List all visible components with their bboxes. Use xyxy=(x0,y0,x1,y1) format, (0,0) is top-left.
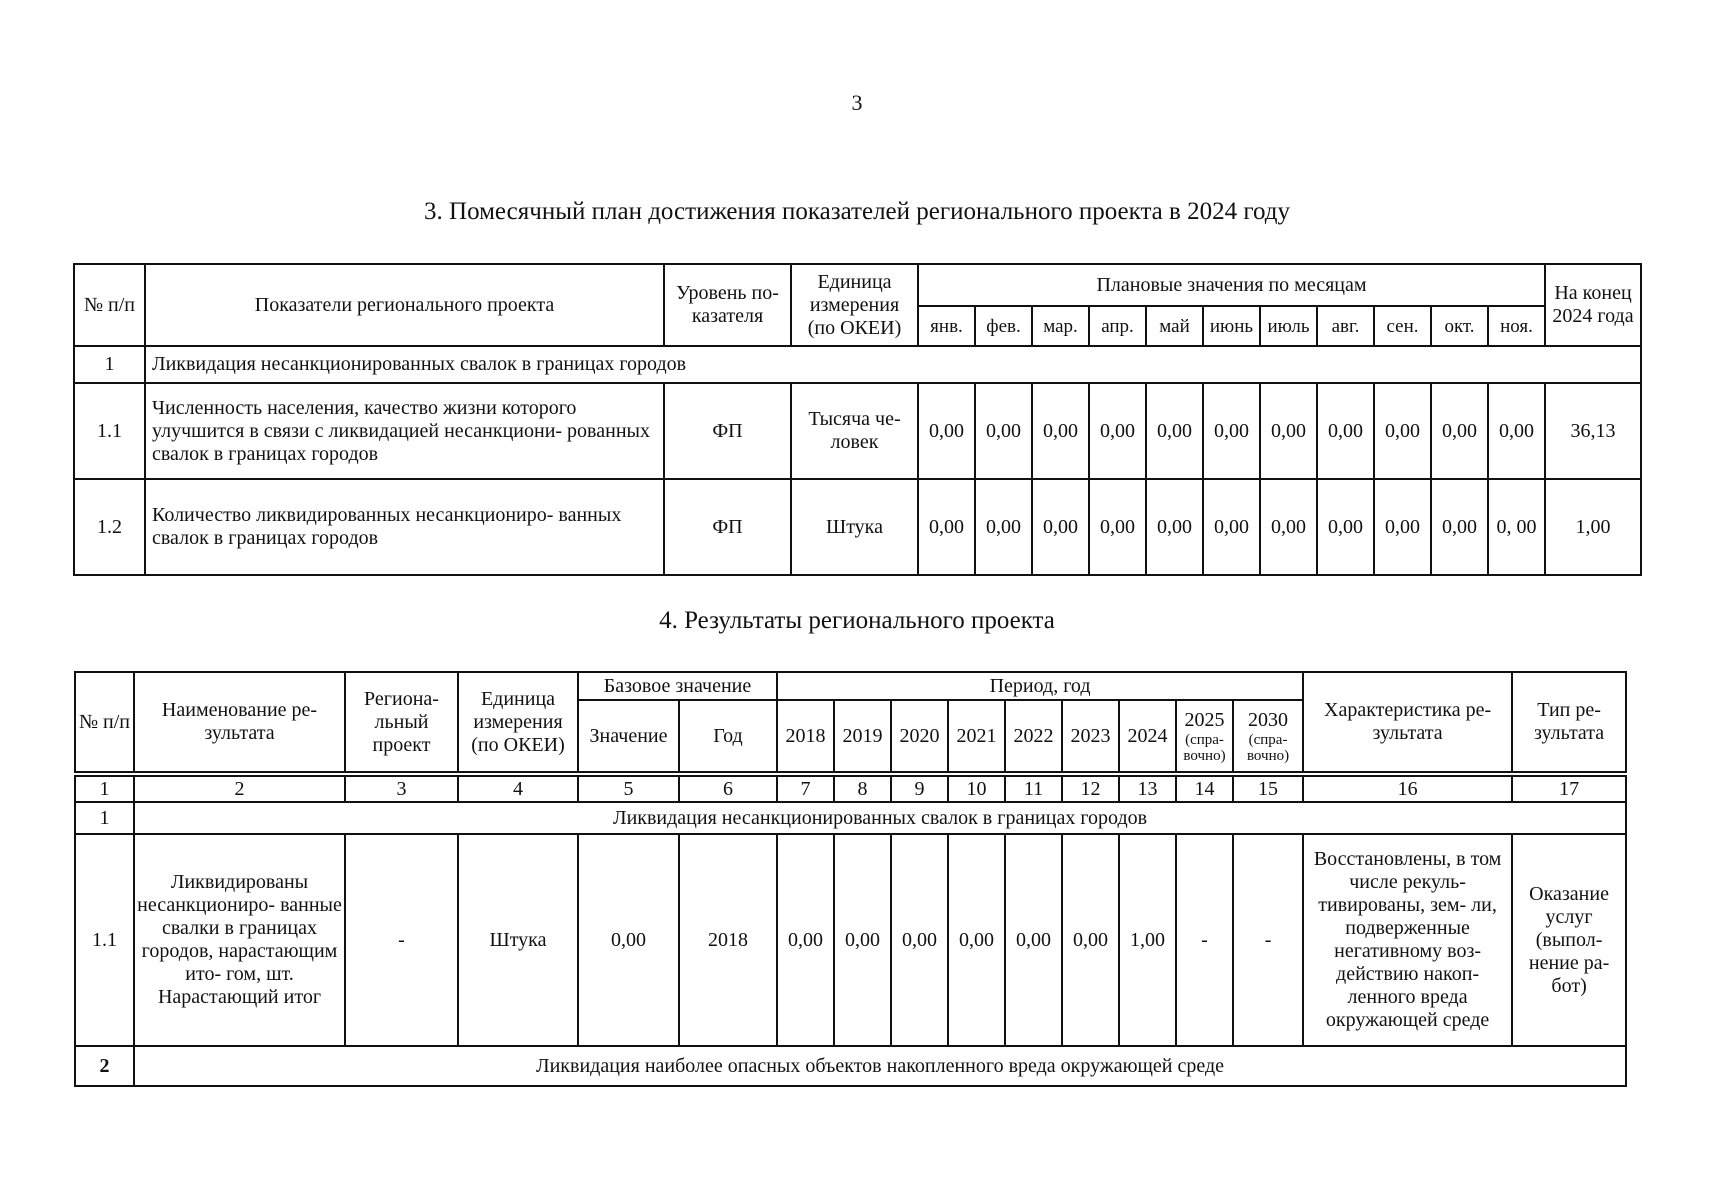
table4-title: 4. Результаты регионального проекта xyxy=(659,607,1055,634)
year-2030-note: (спра- вочно) xyxy=(1246,731,1290,764)
results-table xyxy=(74,671,1627,1087)
header-unit: Единица измерения (по ОКЕИ) xyxy=(458,672,578,772)
column-number: 15 xyxy=(1233,776,1303,802)
column-number: 2 xyxy=(134,776,345,802)
month-value: 0,00 xyxy=(918,383,975,479)
column-number: 9 xyxy=(891,776,948,802)
header-year-2030 xyxy=(1233,700,1303,772)
header-year: 2022 xyxy=(1005,700,1062,772)
row-name: Ликвидированы несанкциониро- ванные свалки в границах городов, нарастающим ито- гом, шт. Нарастающий итог xyxy=(134,834,345,1046)
section-num: 1 xyxy=(74,346,145,383)
header-base-year: Год xyxy=(679,700,777,772)
month-value: 0,00 xyxy=(1488,383,1545,479)
month-header: апр. xyxy=(1089,306,1146,346)
column-number: 13 xyxy=(1119,776,1176,802)
row-level: ФП xyxy=(664,479,791,575)
row-base-value: 0,00 xyxy=(578,834,679,1046)
month-value: 0,00 xyxy=(1431,479,1488,575)
header-type: Тип ре- зультата xyxy=(1512,672,1626,772)
header-base-value: Значение xyxy=(578,700,679,772)
month-value: 0,00 xyxy=(1203,383,1260,479)
column-number: 16 xyxy=(1303,776,1512,802)
section-title: Ликвидация несанкционированных свалок в границах городов xyxy=(145,346,1641,383)
row-level: ФП xyxy=(664,383,791,479)
row-num: 1.1 xyxy=(74,383,145,479)
year-value: 0,00 xyxy=(834,834,891,1046)
month-header: окт. xyxy=(1431,306,1488,346)
year-2030: 2030 xyxy=(1248,708,1289,731)
header-name: Наименование ре- зультата xyxy=(134,672,345,772)
column-number: 7 xyxy=(777,776,834,802)
month-header: ноя. xyxy=(1488,306,1545,346)
header-num: № п/п xyxy=(75,672,134,772)
row-num: 1.2 xyxy=(74,479,145,575)
column-number: 5 xyxy=(578,776,679,802)
column-number: 10 xyxy=(948,776,1005,802)
row-characteristic: Восстановлены, в том числе рекуль- тивированы, зем- ли, подверженные негативному воз- действию накоп- ленного вреда окружающей среде xyxy=(1303,834,1512,1046)
column-number: 17 xyxy=(1512,776,1626,802)
month-value: 0,00 xyxy=(975,383,1032,479)
section-title: Ликвидация наиболее опасных объектов накопленного вреда окружающей среде xyxy=(134,1046,1626,1086)
header-year: 2023 xyxy=(1062,700,1119,772)
column-number: 14 xyxy=(1176,776,1233,802)
month-value: 0,00 xyxy=(1317,479,1374,575)
month-value: 0,00 xyxy=(1032,383,1089,479)
table3-title: 3. Помесячный план достижения показателей регионального проекта в 2024 году xyxy=(424,198,1290,225)
column-numbers-row xyxy=(75,776,1626,802)
month-header: сен. xyxy=(1374,306,1431,346)
header-base: Базовое значение xyxy=(578,672,777,700)
column-number: 11 xyxy=(1005,776,1062,802)
row-base-year: 2018 xyxy=(679,834,777,1046)
month-header: янв. xyxy=(918,306,975,346)
month-value: 0,00 xyxy=(1260,479,1317,575)
header-unit: Единица измерения (по ОКЕИ) xyxy=(791,264,918,346)
header-num: № п/п xyxy=(74,264,145,346)
header-indicator: Показатели регионального проекта xyxy=(145,264,664,346)
row-type: Оказание услуг (выпол- нение ра- бот) xyxy=(1512,834,1626,1046)
row-unit: Тысяча че- ловек xyxy=(791,383,918,479)
row-name: Количество ликвидированных несанкциониро- ванных свалок в границах городов xyxy=(145,479,664,575)
month-header: фев. xyxy=(975,306,1032,346)
month-value: 0,00 xyxy=(975,479,1032,575)
header-year: 2018 xyxy=(777,700,834,772)
row-end-value: 1,00 xyxy=(1545,479,1641,575)
section-num: 2 xyxy=(75,1046,134,1086)
header-year-2025 xyxy=(1176,700,1233,772)
month-value: 0,00 xyxy=(1374,383,1431,479)
year-2025-note: (спра- вочно) xyxy=(1183,731,1226,764)
monthly-plan-table xyxy=(73,263,1642,576)
month-value: 0,00 xyxy=(1089,383,1146,479)
month-header: июнь xyxy=(1203,306,1260,346)
row-unit: Штука xyxy=(458,834,578,1046)
year-value: 0,00 xyxy=(948,834,1005,1046)
header-end: На конец 2024 года xyxy=(1545,264,1641,346)
header-monthly: Плановые значения по месяцам xyxy=(918,264,1545,306)
month-value: 0,00 xyxy=(918,479,975,575)
month-header: авг. xyxy=(1317,306,1374,346)
month-value: 0,00 xyxy=(1260,383,1317,479)
header-year: 2021 xyxy=(948,700,1005,772)
section-title: Ликвидация несанкционированных свалок в границах городов xyxy=(134,802,1626,834)
header-characteristic: Характеристика ре- зультата xyxy=(1303,672,1512,772)
month-value: 0, 00 xyxy=(1488,479,1545,575)
month-value: 0,00 xyxy=(1032,479,1089,575)
month-value: 0,00 xyxy=(1431,383,1488,479)
year-value: 0,00 xyxy=(891,834,948,1046)
month-value: 0,00 xyxy=(1374,479,1431,575)
month-value: 0,00 xyxy=(1146,479,1203,575)
row-name: Численность населения, качество жизни которого улучшится в связи с ликвидацией несанкциони- рованных свалок в границах городов xyxy=(145,383,664,479)
column-number: 4 xyxy=(458,776,578,802)
year-value: 0,00 xyxy=(777,834,834,1046)
column-number: 3 xyxy=(345,776,458,802)
month-header: май xyxy=(1146,306,1203,346)
column-number: 1 xyxy=(75,776,134,802)
table-row xyxy=(75,834,1626,1046)
table-row xyxy=(74,383,1641,479)
year-value: 0,00 xyxy=(1005,834,1062,1046)
row-num: 1.1 xyxy=(75,834,134,1046)
year-value: 1,00 xyxy=(1119,834,1176,1046)
month-value: 0,00 xyxy=(1089,479,1146,575)
year-value-2030: - xyxy=(1233,834,1303,1046)
year-value: 0,00 xyxy=(1062,834,1119,1046)
month-value: 0,00 xyxy=(1317,383,1374,479)
page-number: 3 xyxy=(851,90,863,115)
month-value: 0,00 xyxy=(1203,479,1260,575)
header-year: 2020 xyxy=(891,700,948,772)
month-value: 0,00 xyxy=(1146,383,1203,479)
header-period: Период, год xyxy=(777,672,1303,700)
header-year: 2019 xyxy=(834,700,891,772)
column-number: 6 xyxy=(679,776,777,802)
table-row xyxy=(74,479,1641,575)
section-num: 1 xyxy=(75,802,134,834)
row-unit: Штука xyxy=(791,479,918,575)
header-year: 2024 xyxy=(1119,700,1176,772)
header-regional: Региона- льный проект xyxy=(345,672,458,772)
column-number: 12 xyxy=(1062,776,1119,802)
month-header: мар. xyxy=(1032,306,1089,346)
column-number: 8 xyxy=(834,776,891,802)
month-header: июль xyxy=(1260,306,1317,346)
row-regional: - xyxy=(345,834,458,1046)
row-end-value: 36,13 xyxy=(1545,383,1641,479)
header-level: Уровень по- казателя xyxy=(664,264,791,346)
year-2025: 2025 xyxy=(1184,708,1225,731)
year-value-2025: - xyxy=(1176,834,1233,1046)
